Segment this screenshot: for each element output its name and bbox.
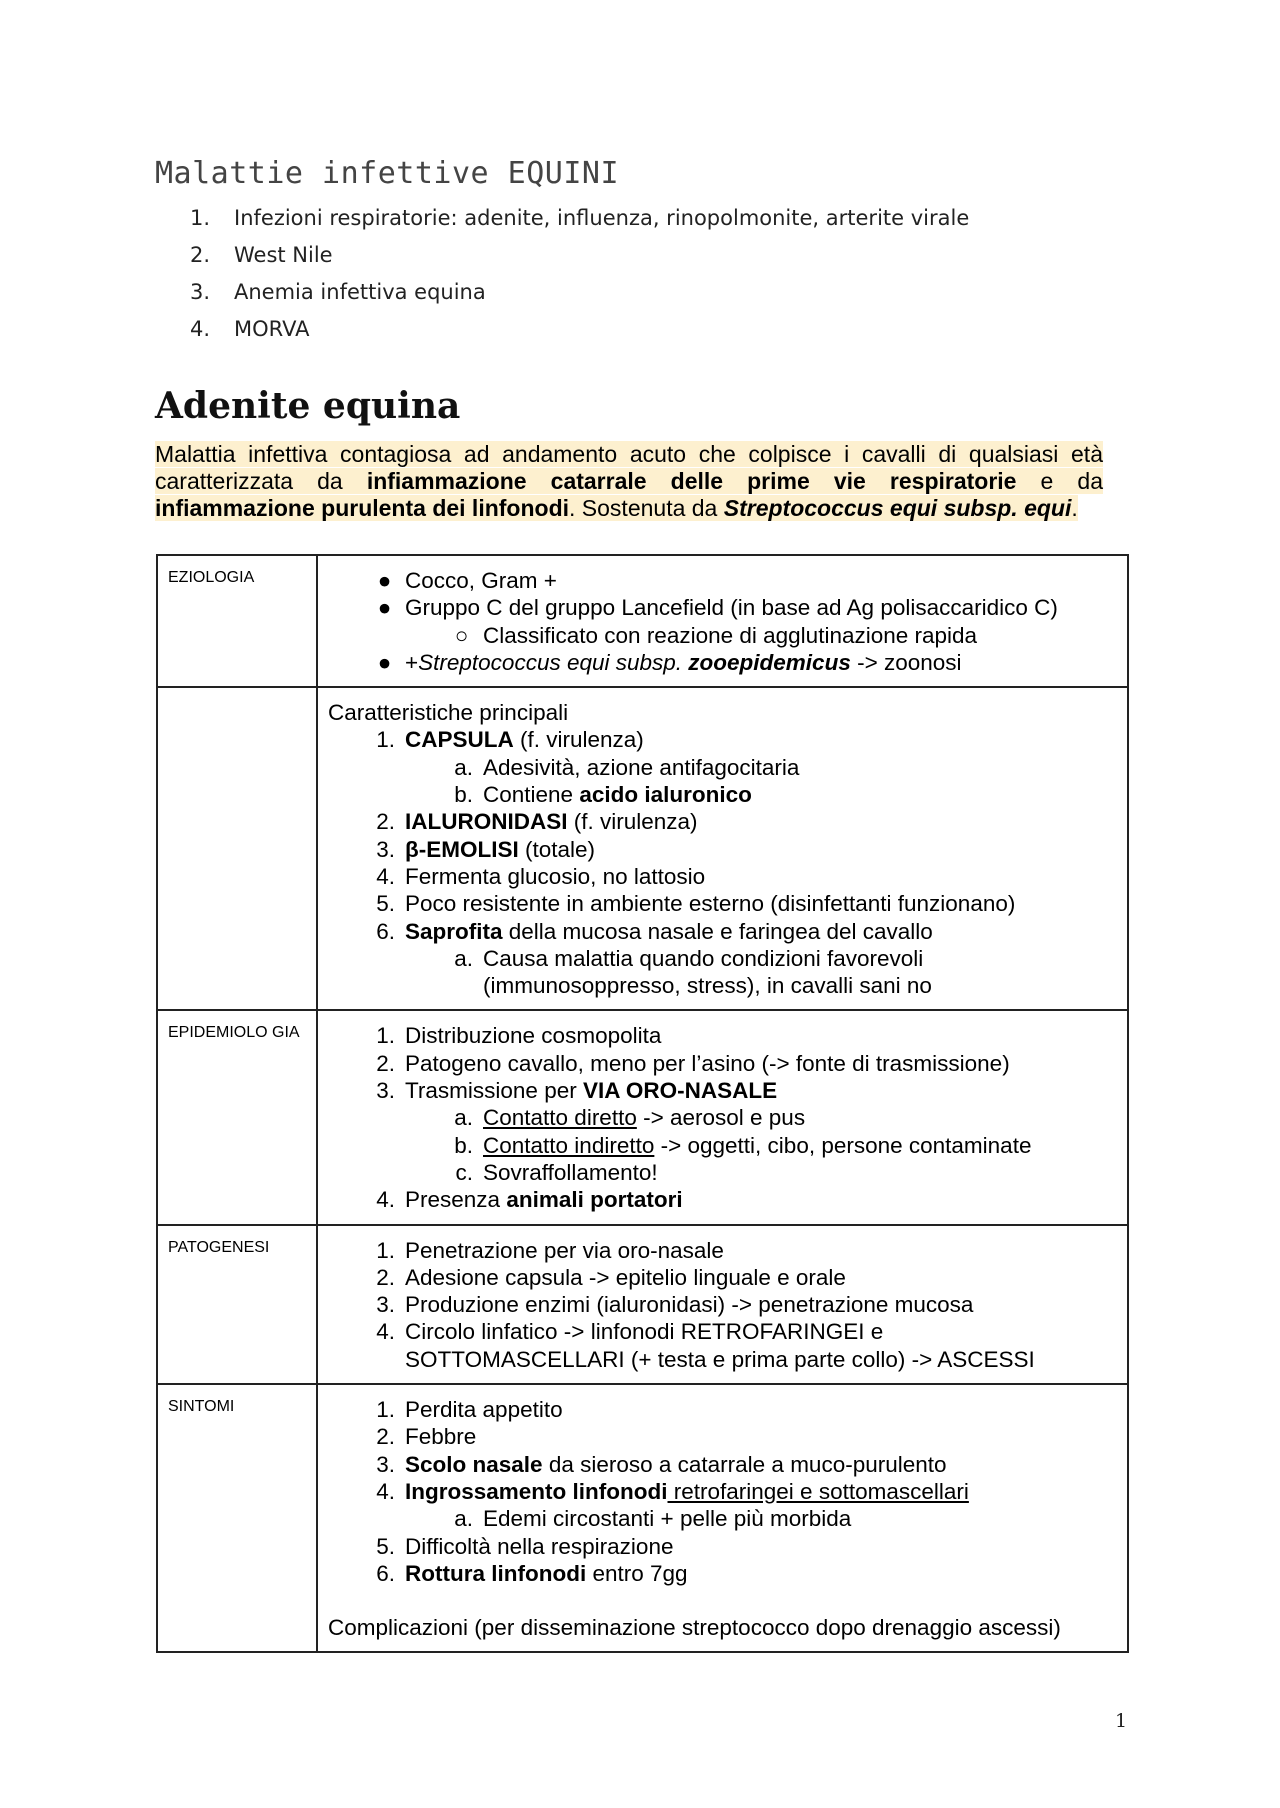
- page-number: 1: [1115, 1710, 1128, 1732]
- list-item: a. Causa malattia quando condizioni favorevoli: [454, 945, 924, 971]
- list-item: 4. Presenza animali portatori: [376, 1187, 683, 1213]
- row-content: [317, 555, 1128, 687]
- list-item: ● Gruppo C del gruppo Lancefield (in base ad Ag polisaccaridico C): [377, 595, 1058, 621]
- content-footer: Complicazioni (per disseminazione streptococco dopo drenaggio ascessi): [328, 1615, 1061, 1641]
- list-item: 4. MORVA: [190, 317, 310, 341]
- list-item: 3. Anemia infettiva equina: [190, 280, 486, 304]
- list-item: 2. Febbre: [376, 1424, 477, 1450]
- list-item-continuation: SOTTOMASCELLARI (+ testa e prima parte collo) -> ASCESSI: [405, 1346, 1035, 1372]
- list-item: 4. Ingrossamento linfonodi retrofaringei e sottomascellari: [376, 1478, 969, 1504]
- content-heading: Caratteristiche principali: [328, 700, 569, 726]
- row-content: [317, 687, 1128, 1010]
- table-row: [157, 555, 1128, 687]
- row-label: SINTOMI: [157, 1384, 317, 1652]
- list-item: 4. Circolo linfatico -> linfonodi RETROFARINGEI e: [376, 1319, 884, 1345]
- table-row: [157, 1225, 1128, 1384]
- list-item: b. Contatto indiretto -> oggetti, cibo, persone contaminate: [454, 1132, 1032, 1158]
- list-item: 1. Perdita appetito: [376, 1397, 563, 1423]
- list-item: 2. West Nile: [190, 243, 333, 267]
- list-item: 6. Saprofita della mucosa nasale e faringea del cavallo: [376, 918, 933, 944]
- list-item: 1. CAPSULA (f. virulenza): [376, 727, 644, 753]
- list-item: 3. β-EMOLISI (totale): [376, 836, 596, 862]
- list-item: 3. Trasmissione per VIA ORO-NASALE: [376, 1078, 778, 1104]
- list-item: 2. Patogeno cavallo, meno per l’asino (-> fonte di trasmissione): [376, 1050, 1010, 1076]
- document-title: Malattie infettive EQUINI: [155, 156, 620, 191]
- list-item-continuation: (immunosoppresso, stress), in cavalli sani no: [483, 973, 932, 999]
- intro-paragraph: Malattia infettiva contagiosa ad andamento acuto che colpisce i cavalli di qualsiasi età caratterizzata da infiammazione catarrale delle prime vie respiratorie e da infiammazione purulenta dei linfonodi. Sostenuta da Streptococcus equi subsp. equi.: [155, 441, 1104, 521]
- row-content: [317, 1384, 1128, 1652]
- list-item: ● Cocco, Gram +: [377, 568, 557, 593]
- list-item: 5. Poco resistente in ambiente esterno (disinfettanti funzionano): [376, 891, 1016, 917]
- list-item: 1. Penetrazione per via oro-nasale: [376, 1237, 724, 1263]
- list-item: ○ Classificato con reazione di agglutinazione rapida: [454, 622, 978, 648]
- list-item: ● +Streptococcus equi subsp. zooepidemicus -> zoonosi: [377, 649, 962, 675]
- list-item: a. Edemi circostanti + pelle più morbida: [454, 1506, 852, 1532]
- list-item: 2. IALURONIDASI (f. virulenza): [376, 809, 698, 835]
- list-item: 3. Produzione enzimi (ialuronidasi) -> penetrazione mucosa: [376, 1292, 974, 1318]
- list-item: 1. Distribuzione cosmopolita: [376, 1023, 662, 1049]
- table-row: [157, 1010, 1128, 1224]
- list-item: a. Contatto diretto -> aerosol e pus: [454, 1105, 806, 1131]
- list-item: 6. Rottura linfonodi entro 7gg: [376, 1560, 688, 1586]
- list-item: 5. Difficoltà nella respirazione: [376, 1533, 674, 1559]
- notes-table: [156, 554, 1129, 1653]
- row-label: PATOGENESI: [157, 1225, 317, 1384]
- list-item: b. Contiene acido ialuronico: [454, 782, 752, 808]
- list-item: 1. Infezioni respiratorie: adenite, influenza, rinopolmonite, arterite virale: [190, 206, 970, 230]
- table-row: [157, 1384, 1128, 1652]
- list-item: a. Adesività, azione antifagocitaria: [454, 754, 800, 780]
- topic-list: [190, 200, 969, 348]
- list-item: c. Sovraffollamento!: [455, 1159, 658, 1185]
- table-row: [157, 687, 1128, 1010]
- row-label: EZIOLOGIA: [157, 555, 317, 687]
- row-content: [317, 1010, 1128, 1224]
- row-content: [317, 1225, 1128, 1384]
- list-item: 2. Adesione capsula -> epitelio linguale e orale: [376, 1264, 846, 1290]
- section-heading: Adenite equina: [155, 385, 461, 427]
- row-label: EPIDEMIOLO GIA: [157, 1010, 317, 1224]
- row-label: [157, 687, 317, 1010]
- list-item: 3. Scolo nasale da sieroso a catarrale a muco-purulento: [376, 1451, 947, 1477]
- list-item: 4. Fermenta glucosio, no lattosio: [376, 863, 706, 889]
